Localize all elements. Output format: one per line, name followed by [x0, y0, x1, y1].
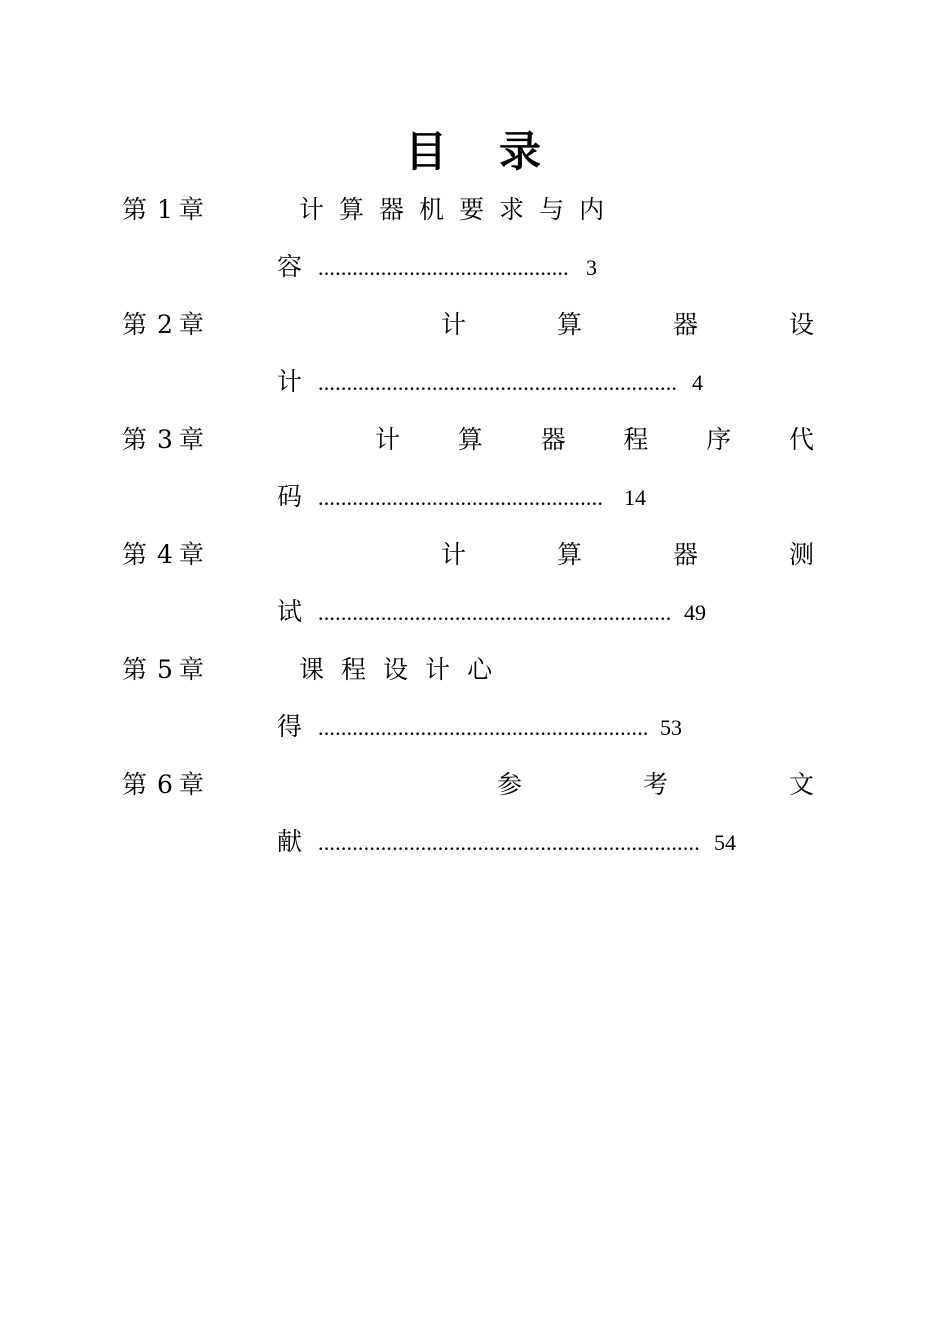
chapter-prefix: 第 [122, 195, 148, 224]
chapter-number: 5 [157, 655, 173, 684]
entry-continuation [277, 477, 646, 517]
page-number[interactable]: 14 [624, 485, 647, 510]
heading-char: 算 [556, 540, 582, 569]
chapter-suffix: 章 [178, 195, 204, 224]
heading-char: 计 [299, 195, 325, 224]
toc-entry[interactable] [0, 420, 950, 535]
dot-leader: .......................................................... [318, 715, 649, 740]
chapter-heading [441, 305, 814, 345]
dot-leader: ............................................ [318, 255, 569, 280]
heading-char: 考 [642, 770, 668, 799]
entry-continuation [277, 822, 736, 862]
dot-leader: ............................................................... [318, 370, 678, 395]
chapter-prefix: 第 [122, 770, 148, 799]
heading-char: 器 [540, 425, 566, 454]
heading-char: 设 [383, 655, 409, 684]
heading-char: 文 [788, 770, 814, 799]
chapter-heading [497, 765, 814, 805]
page-number[interactable]: 3 [586, 255, 598, 280]
chapter-number: 1 [157, 195, 173, 224]
heading-char: 心 [467, 655, 493, 684]
heading-char: 设 [788, 310, 814, 339]
heading-char: 计 [425, 655, 451, 684]
chapter-prefix: 第 [122, 655, 148, 684]
heading-char: 内 [579, 195, 605, 224]
chapter-number: 4 [157, 540, 173, 569]
title-char-1: 目 [404, 127, 451, 176]
chapter-label [122, 420, 204, 460]
chapter-heading [299, 650, 492, 690]
entry-continuation [277, 362, 703, 402]
chapter-suffix: 章 [178, 655, 204, 684]
entry-continuation [277, 592, 706, 632]
entry-continuation [277, 247, 597, 287]
chapter-prefix: 第 [122, 310, 148, 339]
heading-char: 课 [299, 655, 325, 684]
heading-char: 测 [788, 540, 814, 569]
heading-char: 代 [788, 425, 814, 454]
chapter-suffix: 章 [178, 310, 204, 339]
heading-last-char: 试 [277, 597, 303, 626]
dot-leader: .............................................................. [318, 600, 672, 625]
heading-char: 算 [556, 310, 582, 339]
heading-char: 求 [499, 195, 525, 224]
heading-char: 要 [459, 195, 485, 224]
toc-entry[interactable] [0, 190, 950, 305]
heading-char: 与 [539, 195, 565, 224]
page-number[interactable]: 53 [660, 715, 683, 740]
toc-entry[interactable] [0, 765, 950, 880]
heading-char: 计 [441, 540, 467, 569]
chapter-prefix: 第 [122, 540, 148, 569]
heading-last-char: 计 [277, 367, 303, 396]
toc-entry[interactable] [0, 305, 950, 420]
chapter-prefix: 第 [122, 425, 148, 454]
title-char-2: 录 [499, 127, 546, 176]
chapter-label [122, 190, 204, 230]
toc-entry[interactable] [0, 650, 950, 765]
heading-char: 参 [497, 770, 523, 799]
page-number[interactable]: 54 [714, 830, 737, 855]
toc-entry[interactable] [0, 535, 950, 650]
heading-last-char: 码 [277, 482, 303, 511]
chapter-number: 2 [157, 310, 173, 339]
chapter-heading [441, 535, 814, 575]
heading-char: 计 [441, 310, 467, 339]
heading-char: 程 [341, 655, 367, 684]
dot-leader: ................................................................... [318, 830, 700, 855]
chapter-label [122, 535, 204, 575]
heading-char: 程 [623, 425, 649, 454]
dot-leader: .................................................. [318, 485, 604, 510]
heading-char: 器 [672, 540, 698, 569]
heading-char: 机 [419, 195, 445, 224]
page-number[interactable]: 49 [684, 600, 707, 625]
chapter-suffix: 章 [178, 770, 204, 799]
heading-char: 算 [339, 195, 365, 224]
chapter-suffix: 章 [178, 540, 204, 569]
chapter-heading [299, 190, 604, 230]
heading-last-char: 容 [277, 252, 303, 281]
chapter-label [122, 650, 204, 690]
chapter-label [122, 765, 204, 805]
heading-char: 计 [375, 425, 401, 454]
toc-title [0, 124, 950, 180]
heading-char: 器 [672, 310, 698, 339]
heading-last-char: 得 [277, 712, 303, 741]
heading-char: 器 [379, 195, 405, 224]
chapter-number: 3 [157, 425, 173, 454]
heading-char: 算 [457, 425, 483, 454]
chapter-label [122, 305, 204, 345]
heading-char: 序 [706, 425, 732, 454]
chapter-heading [375, 420, 814, 460]
heading-last-char: 献 [277, 827, 303, 856]
chapter-suffix: 章 [178, 425, 204, 454]
chapter-number: 6 [157, 770, 173, 799]
entry-continuation [277, 707, 682, 747]
page-number[interactable]: 4 [692, 370, 704, 395]
